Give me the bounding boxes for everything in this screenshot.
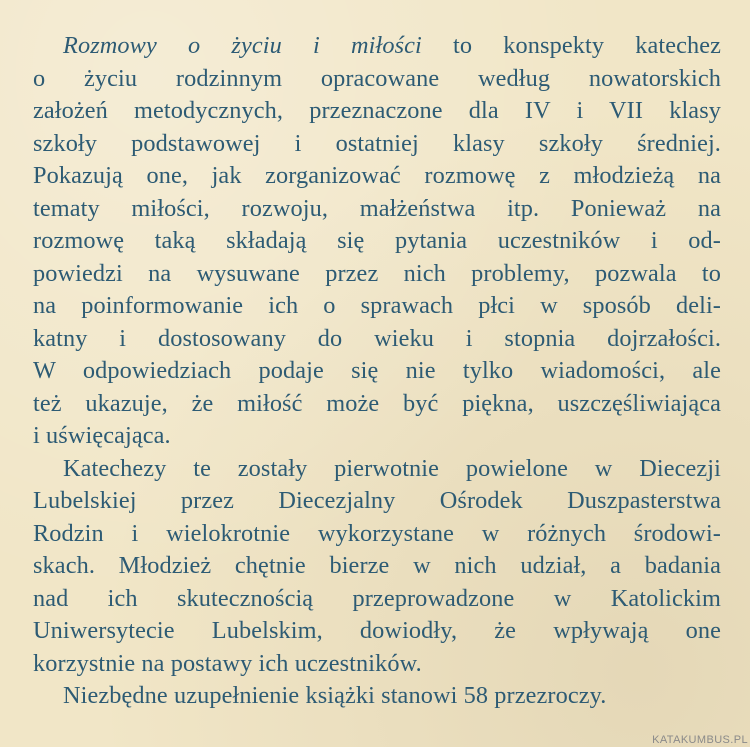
text-line: korzystnie na postawy ich uczestników. [33, 649, 422, 677]
text-line: Lubelskiej przez Diecezjalny Ośrodek Duszpasterstwa [33, 487, 721, 514]
text-line: i uświęcająca. [33, 422, 171, 449]
book-back-cover-text [33, 30, 721, 720]
text-line: W odpowiedziach podaje się nie tylko wiadomości, ale [33, 357, 721, 384]
text-line: na poinformowanie ich o sprawach płci w sposób deli- [33, 292, 721, 319]
text-line: o życiu rodzinnym opracowane według nowatorskich [33, 64, 721, 92]
paragraph-2 [33, 453, 721, 681]
text-line: Niezbędne uzupełnienie książki stanowi 58 przezroczy. [63, 682, 607, 709]
text-line: Rodzin i wielokrotnie wykorzystane w różnych środowi- [33, 519, 721, 547]
text-line: Katechezy te zostały pierwotnie powielone w Diecezji [63, 454, 721, 482]
paragraph-3 [33, 680, 721, 713]
text-segment: to konspekty katechez [421, 32, 721, 59]
text-line: też ukazuje, że miłość może być piękna, uszczęśliwiająca [33, 389, 721, 417]
text-line: powiedzi na wysuwane przez nich problemy, pozwala to [33, 259, 721, 287]
text-line: tematy miłości, rozwoju, małżeństwa itp. Ponieważ na [33, 194, 721, 222]
text-line: nad ich skutecznością przeprowadzone w Katolickim [33, 584, 721, 612]
text-line: rozmowę taką składają się pytania uczestników i od- [33, 227, 721, 254]
paragraph-1 [33, 30, 721, 453]
text-line: założeń metodycznych, przeznaczone dla IV i VII klasy [33, 97, 721, 124]
text-line: Pokazują one, jak zorganizować rozmowę z młodzieżą na [33, 162, 721, 189]
book-title-italic: Rozmowy o życiu i miłości [63, 32, 422, 59]
watermark: KATAKUMBUS.PL [652, 734, 748, 746]
text-line: Uniwersytecie Lubelskim, dowiodły, że wpływają one [33, 617, 721, 644]
text-line: szkoły podstawowej i ostatniej klasy szkoły średniej. [33, 129, 721, 157]
text-line: skach. Młodzież chętnie bierze w nich udział, a badania [33, 552, 721, 579]
text-line: katny i dostosowany do wieku i stopnia dojrzałości. [33, 324, 721, 352]
text-line [33, 30, 721, 63]
